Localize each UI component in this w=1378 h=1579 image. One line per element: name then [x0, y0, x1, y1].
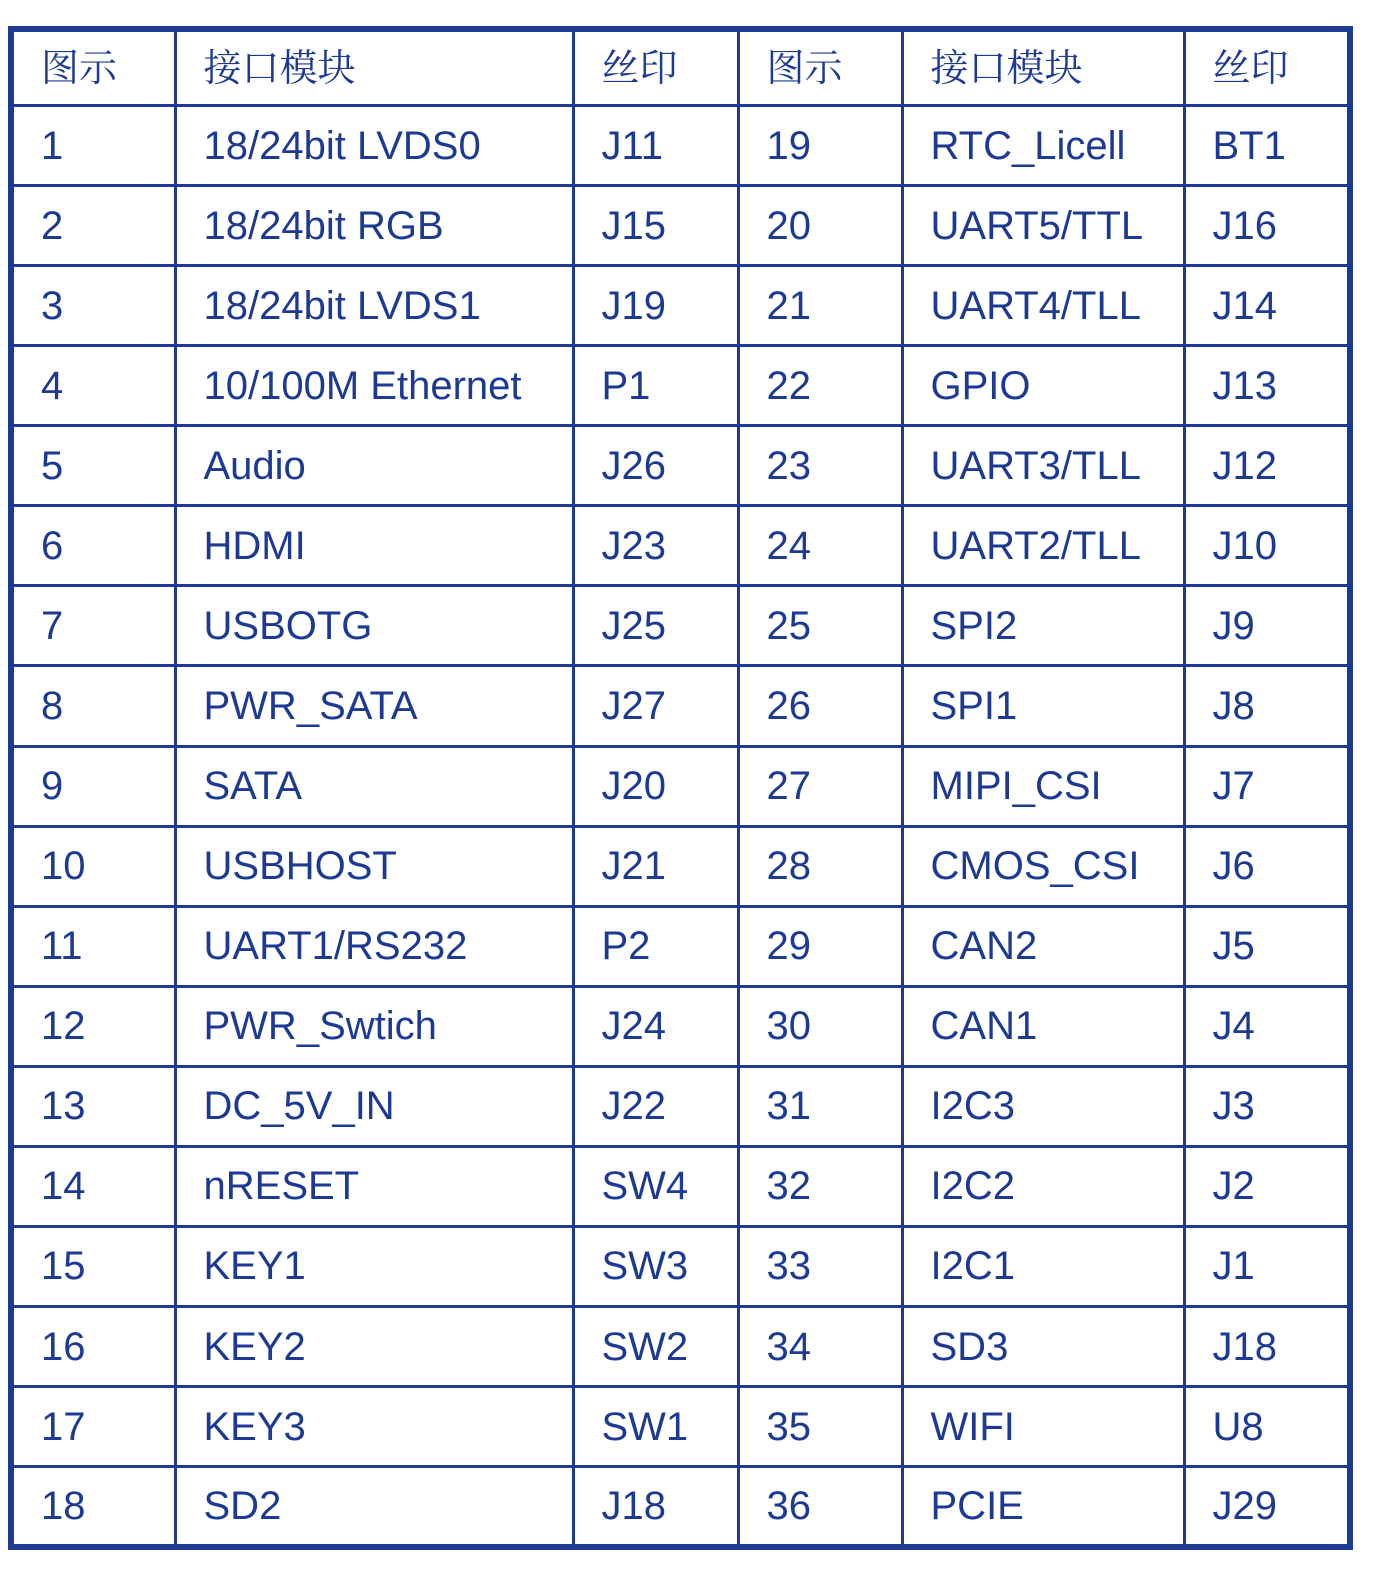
- cell-module: Audio: [175, 426, 573, 506]
- cell-index: 12: [14, 986, 175, 1066]
- cell-module: DC_5V_IN: [175, 1066, 573, 1146]
- cell-index: 35: [738, 1387, 902, 1467]
- cell-index: 30: [738, 986, 902, 1066]
- cell-index: 26: [738, 666, 902, 746]
- cell-index: 19: [738, 106, 902, 186]
- cell-silkscreen: J8: [1184, 666, 1347, 746]
- table-row: [14, 506, 1347, 586]
- header-cell-silkscreen: 丝印: [573, 32, 738, 106]
- cell-silkscreen: J19: [573, 266, 738, 346]
- cell-module: 18/24bit LVDS1: [175, 266, 573, 346]
- cell-silkscreen: SW2: [573, 1306, 738, 1386]
- cell-index: 5: [14, 426, 175, 506]
- cell-silkscreen: J5: [1184, 906, 1347, 986]
- table-row: [14, 106, 1347, 186]
- table-row: [14, 1467, 1347, 1544]
- cell-module: UART4/TLL: [902, 266, 1184, 346]
- cell-module: CMOS_CSI: [902, 826, 1184, 906]
- table-row: [14, 346, 1347, 426]
- cell-silkscreen: P1: [573, 346, 738, 426]
- cell-index: 3: [14, 266, 175, 346]
- cell-index: 8: [14, 666, 175, 746]
- cell-index: 31: [738, 1066, 902, 1146]
- cell-index: 21: [738, 266, 902, 346]
- table-row: [14, 1226, 1347, 1306]
- cell-silkscreen: J29: [1184, 1467, 1347, 1544]
- cell-silkscreen: J23: [573, 506, 738, 586]
- cell-silkscreen: J6: [1184, 826, 1347, 906]
- cell-module: I2C3: [902, 1066, 1184, 1146]
- cell-silkscreen: J15: [573, 186, 738, 266]
- table-row: [14, 666, 1347, 746]
- cell-module: PWR_Swtich: [175, 986, 573, 1066]
- cell-silkscreen: P2: [573, 906, 738, 986]
- cell-silkscreen: J9: [1184, 586, 1347, 666]
- cell-silkscreen: J20: [573, 746, 738, 826]
- cell-index: 2: [14, 186, 175, 266]
- table-row: [14, 746, 1347, 826]
- cell-index: 34: [738, 1306, 902, 1386]
- table-row: [14, 1146, 1347, 1226]
- cell-index: 13: [14, 1066, 175, 1146]
- cell-module: KEY3: [175, 1387, 573, 1467]
- cell-module: KEY2: [175, 1306, 573, 1386]
- cell-index: 18: [14, 1467, 175, 1544]
- cell-module: UART5/TTL: [902, 186, 1184, 266]
- cell-silkscreen: SW1: [573, 1387, 738, 1467]
- cell-module: UART2/TLL: [902, 506, 1184, 586]
- cell-module: WIFI: [902, 1387, 1184, 1467]
- cell-index: 4: [14, 346, 175, 426]
- cell-index: 14: [14, 1146, 175, 1226]
- cell-index: 6: [14, 506, 175, 586]
- cell-index: 17: [14, 1387, 175, 1467]
- cell-module: UART1/RS232: [175, 906, 573, 986]
- cell-index: 36: [738, 1467, 902, 1544]
- cell-silkscreen: BT1: [1184, 106, 1347, 186]
- cell-silkscreen: J14: [1184, 266, 1347, 346]
- cell-index: 22: [738, 346, 902, 426]
- cell-module: HDMI: [175, 506, 573, 586]
- cell-module: 10/100M Ethernet: [175, 346, 573, 426]
- cell-silkscreen: J18: [573, 1467, 738, 1544]
- table-row: [14, 426, 1347, 506]
- table-row: [14, 1306, 1347, 1386]
- cell-silkscreen: J18: [1184, 1306, 1347, 1386]
- cell-module: USBOTG: [175, 586, 573, 666]
- cell-index: 33: [738, 1226, 902, 1306]
- cell-silkscreen: SW3: [573, 1226, 738, 1306]
- table-row: [14, 826, 1347, 906]
- cell-module: SATA: [175, 746, 573, 826]
- header-cell-module: 接口模块: [902, 32, 1184, 106]
- cell-index: 23: [738, 426, 902, 506]
- cell-silkscreen: J21: [573, 826, 738, 906]
- cell-index: 27: [738, 746, 902, 826]
- cell-silkscreen: J26: [573, 426, 738, 506]
- cell-module: GPIO: [902, 346, 1184, 426]
- table-row: [14, 586, 1347, 666]
- interface-table-frame: [8, 26, 1353, 1550]
- cell-silkscreen: J3: [1184, 1066, 1347, 1146]
- cell-silkscreen: J16: [1184, 186, 1347, 266]
- cell-silkscreen: J27: [573, 666, 738, 746]
- cell-module: I2C2: [902, 1146, 1184, 1226]
- cell-index: 1: [14, 106, 175, 186]
- cell-silkscreen: J22: [573, 1066, 738, 1146]
- cell-silkscreen: J13: [1184, 346, 1347, 426]
- table-row: [14, 1387, 1347, 1467]
- cell-silkscreen: J2: [1184, 1146, 1347, 1226]
- cell-module: PWR_SATA: [175, 666, 573, 746]
- cell-index: 11: [14, 906, 175, 986]
- table-header-row: [14, 32, 1347, 106]
- cell-index: 7: [14, 586, 175, 666]
- header-cell-index: 图示: [738, 32, 902, 106]
- cell-module: MIPI_CSI: [902, 746, 1184, 826]
- cell-module: PCIE: [902, 1467, 1184, 1544]
- cell-silkscreen: J10: [1184, 506, 1347, 586]
- cell-index: 9: [14, 746, 175, 826]
- cell-index: 16: [14, 1306, 175, 1386]
- cell-module: nRESET: [175, 1146, 573, 1226]
- cell-module: SD2: [175, 1467, 573, 1544]
- cell-silkscreen: SW4: [573, 1146, 738, 1226]
- cell-index: 25: [738, 586, 902, 666]
- cell-silkscreen: J24: [573, 986, 738, 1066]
- cell-index: 10: [14, 826, 175, 906]
- header-cell-module: 接口模块: [175, 32, 573, 106]
- table-row: [14, 186, 1347, 266]
- table-row: [14, 1066, 1347, 1146]
- header-cell-silkscreen: 丝印: [1184, 32, 1347, 106]
- cell-silkscreen: J4: [1184, 986, 1347, 1066]
- cell-module: CAN2: [902, 906, 1184, 986]
- cell-silkscreen: J11: [573, 106, 738, 186]
- cell-module: KEY1: [175, 1226, 573, 1306]
- cell-index: 15: [14, 1226, 175, 1306]
- cell-silkscreen: J25: [573, 586, 738, 666]
- cell-index: 32: [738, 1146, 902, 1226]
- cell-module: USBHOST: [175, 826, 573, 906]
- cell-silkscreen: J1: [1184, 1226, 1347, 1306]
- cell-index: 28: [738, 826, 902, 906]
- cell-module: SPI1: [902, 666, 1184, 746]
- interface-pin-table: [14, 32, 1347, 1544]
- cell-index: 24: [738, 506, 902, 586]
- cell-index: 20: [738, 186, 902, 266]
- table-row: [14, 266, 1347, 346]
- table-row: [14, 906, 1347, 986]
- header-cell-index: 图示: [14, 32, 175, 106]
- cell-module: 18/24bit RGB: [175, 186, 573, 266]
- cell-module: SD3: [902, 1306, 1184, 1386]
- cell-silkscreen: J7: [1184, 746, 1347, 826]
- cell-silkscreen: U8: [1184, 1387, 1347, 1467]
- cell-silkscreen: J12: [1184, 426, 1347, 506]
- cell-module: 18/24bit LVDS0: [175, 106, 573, 186]
- cell-index: 29: [738, 906, 902, 986]
- cell-module: I2C1: [902, 1226, 1184, 1306]
- cell-module: UART3/TLL: [902, 426, 1184, 506]
- cell-module: SPI2: [902, 586, 1184, 666]
- cell-module: RTC_Licell: [902, 106, 1184, 186]
- cell-module: CAN1: [902, 986, 1184, 1066]
- table-row: [14, 986, 1347, 1066]
